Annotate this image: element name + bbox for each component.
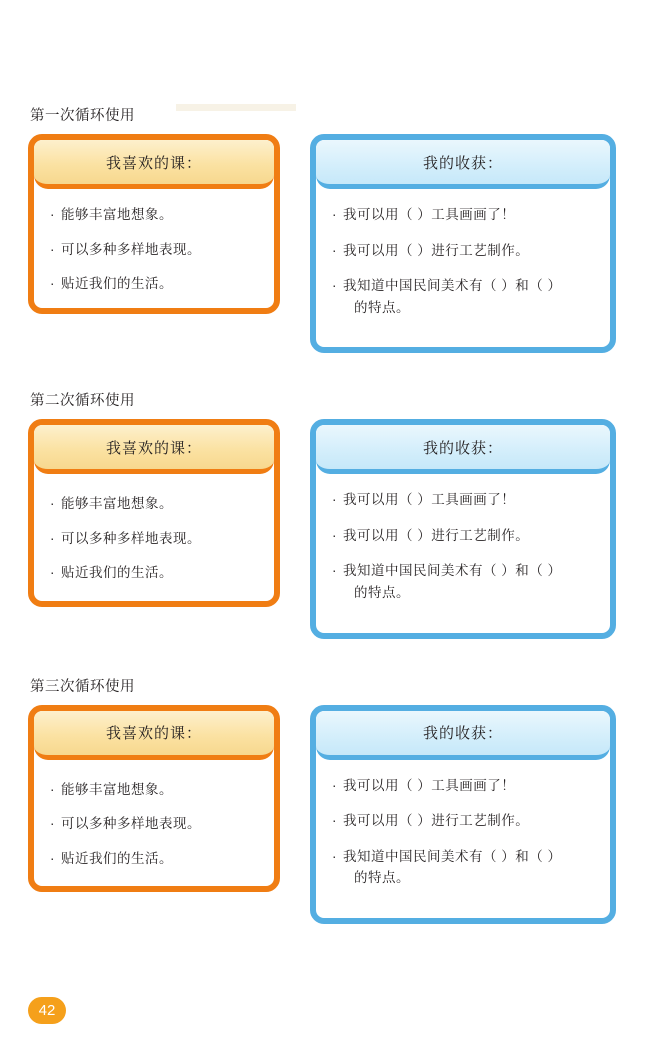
my-gains-header-1 (316, 140, 610, 189)
list-item (50, 274, 260, 294)
favorite-lesson-body-3 (34, 760, 274, 887)
favorite-lesson-body-1 (34, 189, 274, 308)
list-item-text: 我可以用（ ）进行工艺制作。 (343, 527, 530, 543)
list-item (332, 561, 596, 602)
list-item-text-continued: 的特点。 (354, 870, 410, 886)
section-3-cards (28, 705, 620, 924)
bullet-icon: · (332, 848, 337, 864)
list-item-text: 我可以用（ ）工具画画了！ (343, 777, 516, 793)
bullet-icon: · (50, 241, 55, 257)
favorite-lesson-header-3 (34, 711, 274, 760)
list-item (50, 849, 260, 869)
bullet-icon: · (332, 242, 337, 258)
list-item (50, 563, 260, 583)
list-item (50, 240, 260, 260)
list-item-text: 能够丰富地想象。 (61, 496, 173, 512)
bullet-icon: · (332, 527, 337, 543)
list-item-text: 可以多种多样地表现。 (61, 530, 201, 546)
list-item (332, 241, 596, 261)
list-item-text: 我知道中国民间美术有（ ）和（ ） (343, 563, 562, 579)
my-gains-card-1 (310, 134, 616, 353)
bullet-icon: · (50, 781, 55, 797)
list-item-text: 能够丰富地想象。 (61, 781, 173, 797)
bullet-icon: · (332, 813, 337, 829)
list-item (332, 490, 596, 510)
section-cycle-2 (28, 389, 620, 638)
my-gains-body-1 (316, 189, 610, 347)
section-2-cards (28, 419, 620, 638)
list-item (50, 529, 260, 549)
bullet-icon: · (50, 276, 55, 292)
my-gains-heading-3: 我的收获： (422, 725, 503, 742)
list-item-text: 我知道中国民间美术有（ ）和（ ） (343, 848, 562, 864)
my-gains-heading-1: 我的收获： (422, 154, 503, 172)
list-item (50, 780, 260, 800)
list-item-text-continued: 的特点。 (354, 299, 410, 315)
list-item (50, 205, 260, 225)
list-item (332, 276, 596, 317)
list-item-text: 我可以用（ ）进行工艺制作。 (343, 242, 530, 258)
my-gains-header-2 (316, 425, 610, 474)
list-item-text: 可以多种多样地表现。 (61, 241, 201, 257)
list-item-text: 我可以用（ ）工具画画了！ (343, 492, 516, 508)
favorite-lesson-body-2 (34, 474, 274, 601)
my-gains-body-3 (316, 760, 610, 918)
my-gains-card-3 (310, 705, 616, 924)
page-number: 42 (38, 1002, 56, 1019)
worksheet-page (0, 104, 648, 1058)
favorite-lesson-card-3 (28, 705, 280, 893)
page-number-badge (28, 997, 66, 1024)
list-item-text: 贴近我们的生活。 (61, 276, 173, 292)
favorite-lesson-header-2 (34, 425, 274, 474)
bullet-icon: · (50, 816, 55, 832)
section-cycle-3 (28, 675, 620, 924)
bullet-icon: · (332, 777, 337, 793)
list-item-text: 可以多种多样地表现。 (61, 816, 201, 832)
list-item-text: 贴近我们的生活。 (61, 565, 173, 581)
section-cycle-1 (28, 104, 620, 353)
section-1-cards (28, 134, 620, 353)
favorite-lesson-heading-3: 我喜欢的课： (105, 725, 202, 742)
list-item (332, 205, 596, 225)
my-gains-header-3 (316, 711, 610, 760)
favorite-lesson-card-1 (28, 134, 280, 314)
bullet-icon: · (50, 530, 55, 546)
section-1-title: 第一次循环使用 (30, 108, 135, 124)
favorite-lesson-header-1 (34, 140, 274, 189)
list-item-text: 我知道中国民间美术有（ ）和（ ） (343, 278, 562, 294)
my-gains-card-2 (310, 419, 616, 638)
list-item (50, 814, 260, 834)
my-gains-heading-2: 我的收获： (422, 439, 503, 457)
bullet-icon: · (50, 207, 55, 222)
list-item-text: 我可以用（ ）工具画画了！ (343, 207, 516, 222)
bullet-icon: · (332, 207, 337, 222)
list-item-text: 我可以用（ ）进行工艺制作。 (343, 813, 530, 829)
list-item-text: 能够丰富地想象。 (61, 207, 173, 222)
section-3-title: 第三次循环使用 (30, 678, 135, 695)
list-item (332, 847, 596, 888)
bullet-icon: · (50, 496, 55, 512)
favorite-lesson-heading-2: 我喜欢的课： (105, 439, 202, 457)
bullet-icon: · (332, 278, 337, 294)
list-item-text: 贴近我们的生活。 (61, 850, 173, 866)
list-item (332, 526, 596, 546)
list-item (332, 811, 596, 831)
favorite-lesson-heading-1: 我喜欢的课： (105, 154, 202, 172)
my-gains-body-2 (316, 474, 610, 632)
bullet-icon: · (50, 565, 55, 581)
bullet-icon: · (332, 563, 337, 579)
section-2-title: 第二次循环使用 (30, 393, 135, 410)
bullet-icon: · (332, 492, 337, 508)
favorite-lesson-card-2 (28, 419, 280, 607)
list-item-text-continued: 的特点。 (354, 584, 410, 600)
list-item (332, 776, 596, 796)
bullet-icon: · (50, 850, 55, 866)
list-item (50, 494, 260, 514)
